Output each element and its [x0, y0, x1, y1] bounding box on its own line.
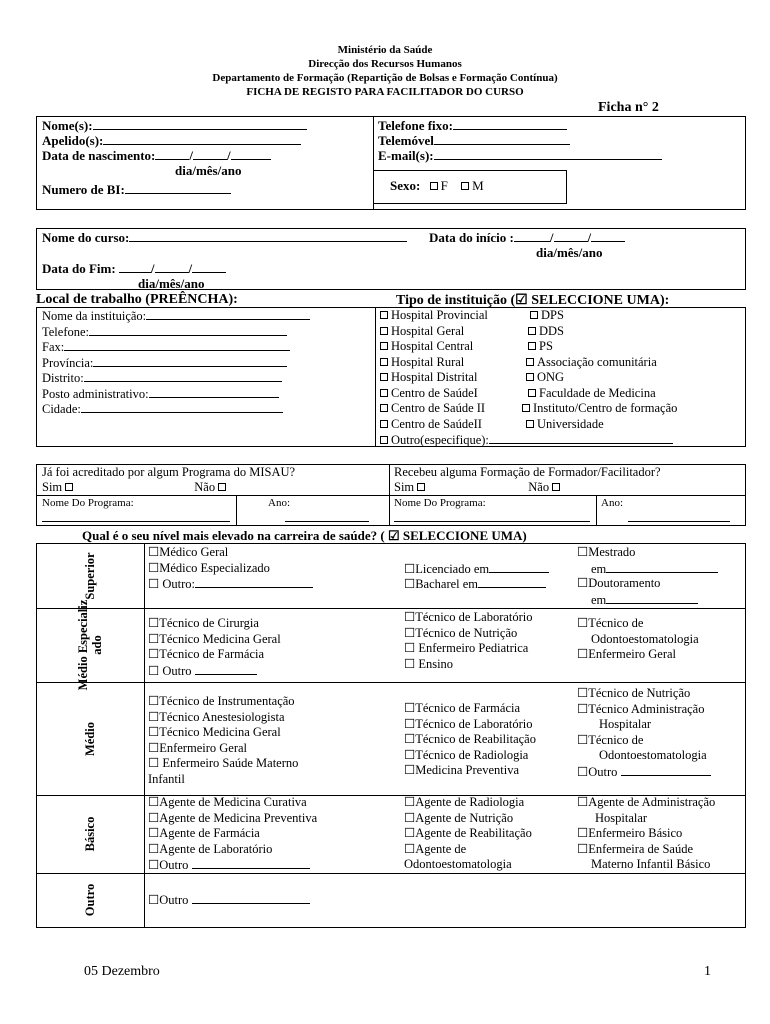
career-option[interactable]: ☐Técnico Administração — [577, 701, 705, 716]
directorate-line: Direcção dos Recursos Humanos — [308, 58, 462, 70]
page-number: 1 — [704, 964, 711, 979]
career-option-cont: Hospitalar — [599, 717, 652, 731]
work-field-label: Cidade: — [42, 402, 81, 416]
inst-checkbox[interactable] — [526, 420, 534, 428]
inst-option: DPS — [541, 308, 564, 322]
start-day-field[interactable] — [514, 230, 550, 242]
basico-col1 — [148, 795, 317, 873]
career-option[interactable]: ☐Agente de Medicina Curativa — [148, 795, 307, 809]
inst-checkbox[interactable] — [522, 404, 530, 412]
q2-ano-field[interactable] — [628, 510, 730, 522]
career-option[interactable]: ☐Enfermeira de Saúde — [577, 841, 694, 856]
inst-checkbox[interactable] — [380, 420, 388, 428]
career-option[interactable]: ☐Licenciado em — [404, 561, 490, 576]
inst-checkbox[interactable] — [380, 436, 388, 444]
inst-checkbox[interactable] — [380, 404, 388, 412]
birth-day-field[interactable] — [155, 148, 189, 160]
work-field-label: Posto administrativo: — [42, 386, 149, 401]
inst-option: Hospital Rural — [391, 354, 465, 369]
career-option[interactable]: ☐Bacharel em — [404, 577, 479, 591]
career-option[interactable]: ☐ Ensino — [404, 656, 454, 671]
bi-field[interactable] — [125, 182, 231, 194]
admin-post-field[interactable] — [149, 386, 279, 398]
mestrado-field[interactable] — [606, 561, 718, 573]
career-option[interactable]: ☐Técnico de Instrumentação — [148, 694, 295, 708]
career-option[interactable]: ☐Outro — [577, 764, 618, 779]
inst-outro-field[interactable] — [489, 432, 673, 444]
inst-option: ONG — [537, 370, 565, 384]
inst-option: Hospital Distrital — [391, 370, 478, 384]
form-title: FICHA DE REGISTO PARA FACILITADOR DO CURSO — [246, 86, 524, 98]
bacharel-field[interactable] — [478, 576, 546, 588]
q2-nao-checkbox[interactable] — [552, 483, 560, 491]
q1-ano-field[interactable] — [285, 510, 369, 522]
inst-checkbox[interactable] — [380, 389, 388, 397]
end-day-field[interactable] — [119, 261, 151, 273]
career-option[interactable]: ☐Técnico Anestesiologista — [148, 709, 285, 724]
email-field[interactable] — [434, 148, 662, 160]
work-fields — [42, 308, 310, 417]
start-date-row: Data do início : / / — [429, 230, 625, 245]
course-name-row — [42, 230, 407, 245]
career-option — [404, 545, 549, 561]
career-option[interactable]: ☐Técnico de Laboratório — [404, 716, 533, 731]
ficha-number: Ficha n° 2 — [598, 100, 659, 115]
inst-checkbox[interactable] — [528, 342, 536, 350]
work-field-label: Telefone: — [42, 324, 90, 339]
q2-text: Recebeu alguma Formação de Formador/Facilitador? — [394, 465, 661, 479]
start-date-hint: dia/mês/ano — [536, 245, 603, 260]
nomes-label: Nome(s): — [42, 118, 93, 133]
q2-nao-label: Não — [528, 480, 550, 494]
q1-programa-field[interactable] — [42, 510, 230, 522]
department-line: Departamento de Formação (Repartição de Bolsas e Formação Contínua) — [212, 72, 558, 84]
inst-checkbox[interactable] — [528, 389, 536, 397]
telefone-fixo-field[interactable] — [453, 118, 567, 130]
career-option[interactable]: ☐Enfermeiro Geral — [577, 647, 677, 661]
bi-label: Numero de BI: — [42, 182, 125, 197]
inst-checkbox[interactable] — [380, 358, 388, 366]
sexo-f-checkbox[interactable] — [430, 182, 438, 190]
q1-nao-label: Não — [194, 480, 216, 494]
work-field-label: Província: — [42, 355, 94, 370]
medio-col3 — [577, 686, 711, 779]
inst-option: Centro de Saúde II — [391, 401, 486, 415]
inst-checkbox[interactable] — [380, 342, 388, 350]
career-option[interactable]: ☐Técnico de Laboratório — [404, 610, 533, 624]
end-date-row: Data do Fim: / / — [42, 261, 226, 276]
career-option[interactable]: ☐Agente de Nutrição — [404, 810, 514, 825]
city-field[interactable] — [81, 401, 283, 413]
career-option[interactable]: ☐Agente de Laboratório — [148, 841, 273, 856]
medio-esp-col3 — [577, 616, 699, 663]
career-option[interactable]: ☐Mestrado — [577, 545, 636, 559]
career-option-cont: Materno Infantil Básico — [591, 857, 711, 871]
personal-left: Nome(s): Apelido(s): Data de nascimento: / / dia/mês/ano Numero de BI: — [42, 118, 307, 197]
career-option[interactable]: ☐Agente de Reabilitação — [404, 826, 532, 840]
q2-sim-label: Sim — [394, 480, 415, 494]
course-name-field[interactable] — [129, 230, 407, 242]
q2-programa-label: Nome Do Programa: — [394, 497, 486, 509]
work-phone-field[interactable] — [89, 324, 287, 336]
career-option[interactable]: ☐Técnico de Nutrição — [404, 625, 518, 640]
email-label: E-mail(s): — [378, 148, 434, 163]
province-field[interactable] — [93, 355, 287, 367]
work-field-label: Fax: — [42, 340, 65, 354]
inst-checkbox[interactable] — [528, 327, 536, 335]
career-option[interactable]: ☐Outro — [148, 858, 189, 872]
end-date-label: Data do Fim: — [42, 261, 116, 276]
inst-checkbox[interactable] — [380, 373, 388, 381]
q1-nao-checkbox[interactable] — [218, 483, 226, 491]
career-option[interactable]: ☐Técnico de — [577, 616, 644, 630]
institution-col2 — [526, 308, 677, 432]
q1-programa-label: Nome Do Programa: — [42, 497, 134, 509]
career-option[interactable]: ☐Técnico de Farmácia — [404, 701, 521, 715]
medio-esp-outro-field[interactable] — [195, 663, 257, 675]
sexo-row — [390, 178, 484, 193]
telefone-fixo-label: Telefone fixo: — [378, 118, 453, 133]
sexo-label: Sexo: — [390, 178, 421, 193]
career-option[interactable]: ☐Técnico de Nutrição — [577, 686, 691, 700]
career-option-cont: em — [591, 592, 607, 607]
district-field[interactable] — [84, 370, 282, 382]
institution-heading: Tipo de instituição (☑ SELECCIONE UMA): — [396, 293, 670, 308]
nascimento-label: Data de nascimento: — [42, 148, 156, 163]
row-label-medio: Médio — [83, 721, 97, 757]
medio-outro-field[interactable] — [621, 764, 711, 776]
inst-option: Hospital Provincial — [391, 308, 488, 322]
row-label-medio-especializado: Médio Especializ ado — [76, 599, 104, 691]
inst-checkbox[interactable] — [526, 358, 534, 366]
medio-col2 — [404, 701, 536, 779]
q2-ano-label: Ano: — [601, 497, 623, 509]
row-label-basico: Básico — [83, 816, 97, 852]
q1-text: Já foi acreditado por algum Programa do MISAU? — [42, 465, 296, 479]
inst-option: PS — [539, 339, 553, 353]
career-option-cont: Infantil — [148, 771, 185, 786]
outro-field[interactable] — [192, 892, 310, 904]
career-option[interactable]: ☐Técnico de Cirurgia — [148, 616, 259, 630]
medio-esp-col2 — [404, 610, 533, 672]
sexo-m-checkbox[interactable] — [461, 182, 469, 190]
superior-col1 — [148, 545, 313, 592]
work-field-label: Nome da instituição: — [42, 309, 147, 323]
ministry-line: Ministério da Saúde — [337, 44, 433, 56]
superior-col2 — [404, 545, 549, 592]
inst-checkbox[interactable] — [380, 327, 388, 335]
end-year-field[interactable] — [192, 261, 226, 273]
personal-right — [378, 118, 662, 163]
superior-col3 — [577, 545, 718, 607]
inst-option: DDS — [539, 323, 565, 338]
birth-date-hint: dia/mês/ano — [175, 163, 242, 178]
apelidos-label: Apelido(s): — [42, 133, 104, 148]
telemovel-field[interactable] — [434, 133, 570, 145]
work-heading: Local de trabalho (PREÊNCHA): — [36, 292, 238, 307]
footer-date: 05 Dezembro — [84, 964, 160, 979]
inst-option: Hospital Central — [391, 339, 474, 353]
inst-option: Centro de SaúdeII — [391, 416, 482, 431]
q1-sim-checkbox[interactable] — [65, 483, 73, 491]
inst-option: Centro de SaúdeI — [391, 385, 478, 400]
inst-checkbox[interactable] — [530, 311, 538, 319]
work-field-label: Distrito: — [42, 371, 84, 385]
career-option[interactable]: ☐Técnico de Radiologia — [404, 747, 529, 762]
end-date-hint: dia/mês/ano — [138, 276, 205, 291]
career-option[interactable]: ☐Técnico de Farmácia — [148, 647, 265, 661]
career-option[interactable]: ☐Médico Geral — [148, 545, 229, 559]
birth-year-field[interactable] — [231, 148, 271, 160]
q2-sim-checkbox[interactable] — [417, 483, 425, 491]
start-year-field[interactable] — [591, 230, 625, 242]
telemovel-label: Telemóvel — [378, 133, 434, 148]
career-option[interactable]: ☐ Outro — [148, 663, 192, 678]
q1-sim-label: Sim — [42, 480, 63, 494]
basico-outro-field[interactable] — [192, 857, 310, 869]
career-option-cont: Hospitalar — [595, 810, 648, 825]
career-option[interactable]: ☐Técnico Medicina Geral — [148, 725, 281, 739]
career-option-cont: em — [591, 561, 607, 576]
q2-row — [394, 465, 661, 495]
career-option[interactable]: ☐Medicina Preventiva — [404, 763, 519, 777]
career-option-cont: Odontoestomatologia — [404, 857, 512, 871]
career-option[interactable]: ☐Agente de Farmácia — [148, 826, 260, 840]
medio-esp-col1 — [148, 616, 281, 678]
career-option[interactable]: ☐Agente de Radiologia — [404, 795, 525, 809]
outro-col1 — [148, 892, 310, 908]
medio-col1 — [148, 694, 298, 787]
birth-month-field[interactable] — [193, 148, 227, 160]
inst-option: Universidade — [537, 416, 604, 431]
q1-row — [42, 465, 295, 495]
q1-ano-label: Ano: — [268, 497, 290, 509]
licenciado-field[interactable] — [489, 561, 549, 573]
institution-name-field[interactable] — [146, 308, 310, 320]
inst-option: Faculdade de Medicina — [539, 385, 656, 400]
career-option[interactable]: ☐Técnico de — [577, 732, 644, 747]
apelidos-field[interactable] — [103, 133, 301, 145]
career-option[interactable]: ☐Enfermeiro Básico — [577, 826, 683, 840]
career-option[interactable]: ☐Agente de Medicina Preventiva — [148, 810, 318, 825]
career-option[interactable]: ☐ Enfermeiro Pediatrica — [404, 641, 529, 655]
inst-outro-label: Outro(especifique): — [391, 433, 489, 447]
career-option[interactable]: ☐Doutoramento — [577, 576, 661, 590]
career-option[interactable]: ☐Técnico Medicina Geral — [148, 631, 281, 646]
inst-option: Associação comunitária — [537, 354, 657, 369]
end-month-field[interactable] — [155, 261, 189, 273]
inst-checkbox[interactable] — [526, 373, 534, 381]
inst-option: Hospital Geral — [391, 323, 465, 338]
course-name-label: Nome do curso: — [42, 230, 130, 245]
inst-option: Instituto/Centro de formação — [533, 401, 678, 415]
career-option[interactable]: ☐ Enfermeiro Saúde Materno — [148, 756, 299, 770]
sexo-m-label: M — [472, 178, 484, 193]
doutoramento-field[interactable] — [606, 592, 698, 604]
career-option[interactable]: ☐Outro — [148, 893, 189, 907]
start-month-field[interactable] — [554, 230, 588, 242]
career-heading: Qual é o seu nível mais elevado na carreira de saúde? ( ☑ SELECCIONE UMA) — [82, 528, 527, 543]
basico-col3 — [577, 795, 715, 873]
sexo-f-label: F — [440, 178, 448, 193]
row-label-outro: Outro — [83, 883, 97, 917]
superior-outro-field[interactable] — [195, 576, 313, 588]
row-label-superior: Superior — [83, 552, 97, 600]
nomes-field[interactable] — [93, 118, 307, 130]
inst-checkbox[interactable] — [380, 311, 388, 319]
work-fax-field[interactable] — [64, 339, 290, 351]
career-option[interactable]: ☐Agente de Administração — [577, 795, 716, 809]
start-date-label: Data do início : — [429, 230, 514, 245]
career-option-cont: Odontoestomatologia — [591, 631, 699, 646]
career-option[interactable]: ☐Médico Especializado — [148, 560, 270, 575]
career-option[interactable]: ☐Enfermeiro Geral — [148, 740, 248, 755]
career-option[interactable]: ☐Técnico de Reabilitação — [404, 732, 536, 746]
career-option[interactable]: ☐Agente de — [404, 841, 467, 856]
q2-programa-field[interactable] — [394, 510, 590, 522]
basico-col2 — [404, 795, 532, 873]
career-option-cont: Odontoestomatologia — [599, 748, 707, 762]
career-option[interactable]: ☐ Outro: — [148, 577, 195, 591]
